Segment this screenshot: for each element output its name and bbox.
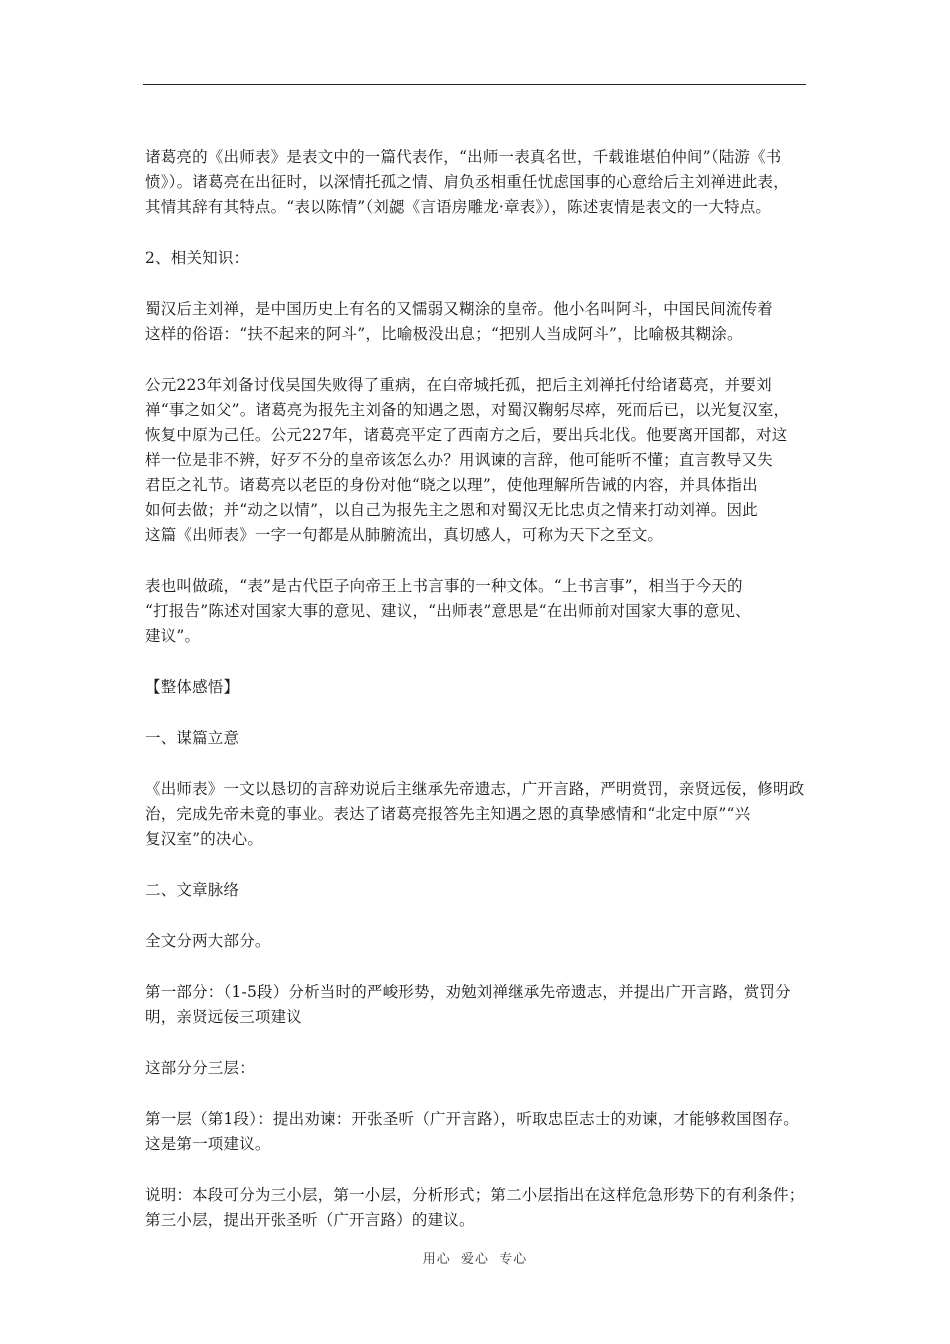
section-heading-structure-intent: 一、谋篇立意 [145,729,240,747]
intent-paragraph: 《出师表》一文以恳切的言辞劝说后主继承先帝遗志，广开言路，严明赏罚，亲贤远佞，修明政 治，完成先帝未竟的事业。表达了诸葛亮报答先主知遇之恩的真挚感情和“北定中原”“兴 复汉室”的决心。 [145,780,805,848]
header-rule [143,84,806,85]
history-paragraph: 公元223年刘备讨伐吴国失败得了重病，在白帝城托孤，把后主刘禅托付给诸葛亮，并要刘 禅“事之如父”。诸葛亮为报先主刘备的知遇之恩，对蜀汉鞠躬尽瘁，死而后已，以光复汉室， 恢复中原为己任。公元227年，诸葛亮平定了西南方之后，要出兵北伐。他要离开国都，对这 样一位是非不辨，好歹不分的皇帝该怎么办？用讽谏的言辞，他可能听不懂；直言教导又失 君臣之礼节。诸葛亮以老臣的身份对他“晓之以理”，使他理解所告诫的内容，并具体指出 如何去做；并“动之以情”，以自己为报先主之恩和对蜀汉无比忠贞之情来打动刘禅。因此 这篇《出师表》一字一句都是从肺腑流出，真切感人，可称为天下之至文。 [145,376,790,544]
biao-definition-paragraph: 表也叫做疏，“表”是古代臣子向帝王上书言事的一种文体。“上书言事”，相当于今天的 “打报告”陈述对国家大事的意见、建议，“出师表”意思是“在出师前对国家大事的意见、 建议”。 [145,577,751,645]
note-paragraph: 说明：本段可分为三小层，第一小层，分析形式；第二小层指出在这样危急形势下的有利条件； 第三小层，提出开张圣听（广开言路）的建议。 [145,1186,805,1229]
document-body [145,145,810,1259]
section-heading-related-knowledge: 2、相关知识： [145,249,250,267]
two-parts-paragraph: 全文分两大部分。 [145,932,271,950]
part-one-paragraph: 第一部分：（1-5段）分析当时的严峻形势，劝勉刘禅继承先帝遗志，并提出广开言路，赏罚分 明，亲贤远佞三项建议 [145,983,791,1026]
section-heading-overall: 【整体感悟】 [145,678,240,696]
page-footer: 用心 爱心 专心 [422,1252,528,1267]
layer-one-paragraph: 第一层（第1段）：提出劝谏：开张圣听（广开言路），听取忠臣志士的劝谏，才能够救国图存。 这是第一项建议。 [145,1110,799,1153]
section-heading-outline: 二、文章脉络 [145,881,240,899]
liu-shan-paragraph: 蜀汉后主刘禅，是中国历史上有名的又懦弱又糊涂的皇帝。他小名叫阿斗，中国民间流传着 这样的俗语：“扶不起来的阿斗”，比喻极没出息；“把别人当成阿斗”，比喻极其糊涂。 [145,300,774,343]
three-layers-paragraph: 这部分分三层： [145,1059,255,1077]
intro-paragraph: 诸葛亮的《出师表》是表文中的一篇代表作，“出师一表真名世，千载谁堪伯仲间”（陆游《书 愤》）。诸葛亮在出征时，以深情托孤之情、肩负丞相重任忧虑国事的心意给后主刘禅进此表， 其情其辞有其特点。“表以陈情”（刘勰《言语房雕龙·章表》），陈述衷情是表文的一大特点。 [145,148,789,216]
